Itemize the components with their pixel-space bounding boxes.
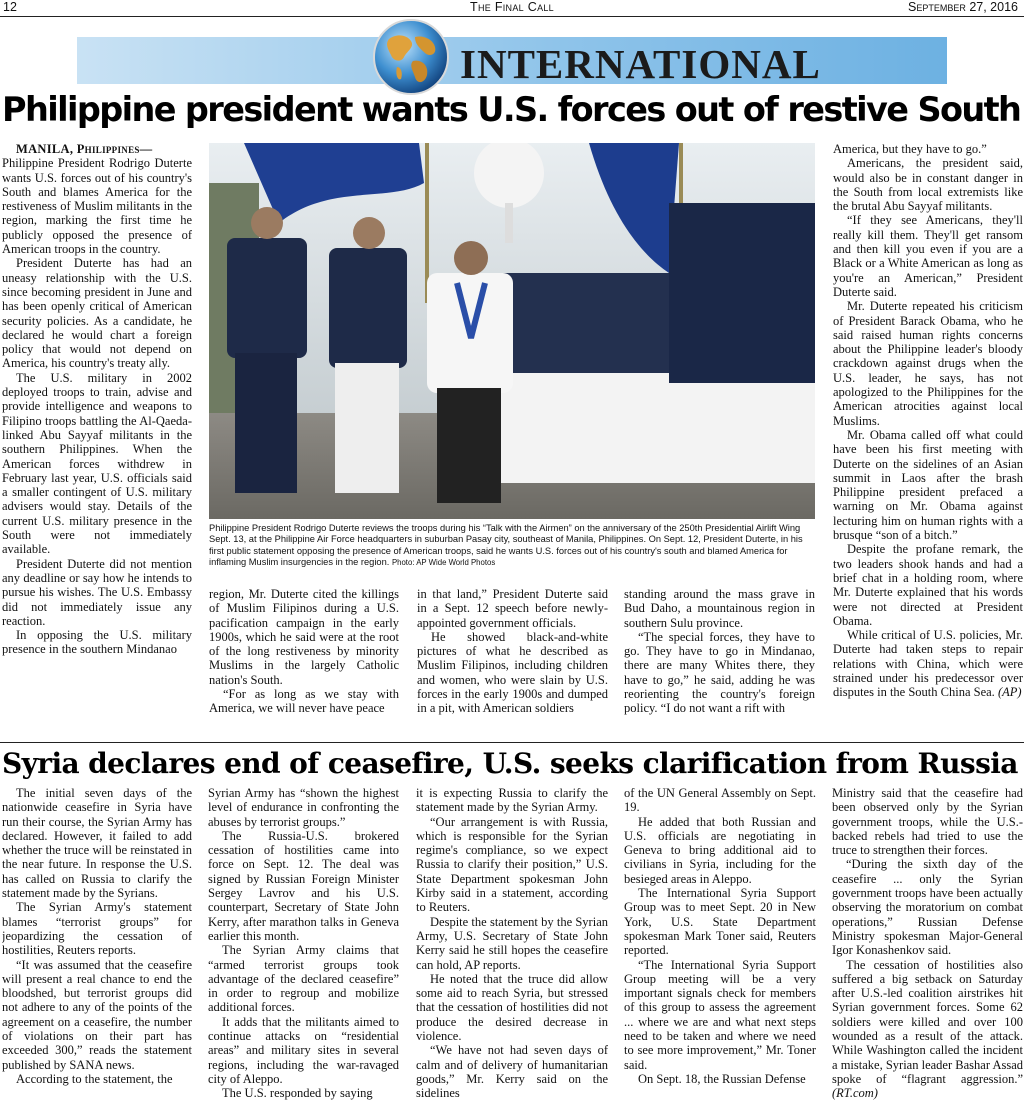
article1-column-5 (833, 142, 1023, 737)
photo-illustration (209, 143, 815, 519)
globe-icon (371, 17, 451, 97)
article1-paragraph: He showed black-and-white pictures of what he described as Muslim Filipinos, including children and women, who were slain by U.S. forces in the early 1900s and dumped in a pit, with American soldiers (417, 629, 608, 716)
article1-paragraph: In opposing the U.S. military presence in the southern Mindanao (2, 628, 192, 657)
article2-paragraph: It adds that the militants aimed to continue attacks on “residential areas” and military sites in several regions, including the war-ravaged city of Aleppo. (208, 1014, 399, 1086)
article2-paragraph: The initial seven days of the nationwide ceasefire in Syria have run their course, the Syrian Army has declared. However, it failed to add whether the truce will be reinstated in the near future. In response the U.S. has called on Russia to clarify the statement made by the Syrians. (2, 786, 192, 901)
article2-paragraph: According to the statement, the (16, 1071, 173, 1086)
article2-paragraph: The U.S. responded by saying (222, 1086, 373, 1101)
article2-headline: Syria declares end of ceasefire, U.S. seeks clarification from Russia (2, 747, 1018, 780)
article2-paragraph: Ministry said that the ceasefire had been observed only by the Syrian government troops, while the U.S.-backed rebels had tried to use the truce to strengthen their forces. (832, 786, 1023, 858)
article1-paragraph: “The special forces, they have to go. They have to go in Mindanao, there are many Whites there, they have to go,” he said, adding he was reorienting the country's foreign policy. “I do not want a rift with (624, 629, 815, 716)
article1-column-4 (624, 587, 815, 737)
article2-paragraph: of the UN General Assembly on Sept. 19. (624, 786, 816, 815)
article2-paragraph: “It was assumed that the ceasefire will present a real chance to end the bloodshed, but terrorist groups did not adhere to any of the points of the agreement on a ceasefire, the number of violations on their part has exceeded 300,” reads the statement published by SANA news. (2, 957, 192, 1072)
article-divider (0, 742, 1024, 743)
article1-paragraph: While critical of U.S. policies, Mr. Duterte had taken steps to repair relations with China, which were strained under his predecessor over disputes in the South China Sea. (AP) (833, 628, 1023, 700)
photo-credit: Photo: AP Wide World Photos (391, 558, 496, 568)
article1-column-3 (417, 587, 608, 737)
article2-paragraph: The Syrian Army claims that “armed terrorist groups took advantage of the declared ceasefire” in order to regroup and mobilize additional forces. (208, 943, 399, 1015)
article1-paragraph: “If they see Americans, they'll really kill them. They'll get ransom and then kill you even if you are a Black or a White American as long as you're an American,” President Duterte said. (833, 213, 1023, 299)
article1-column-2 (209, 587, 399, 737)
article1-paragraph: Mr. Duterte repeated his criticism of President Barack Obama, who he said raised human rights concerns about the Philippine leader's bloody crackdown against drugs when the U.S. leader, he says, has not apologized to the Philippines for the American atrocities against local Muslims. (833, 299, 1023, 428)
article1-paragraph: President Duterte has had an uneasy relationship with the U.S. since becoming president in June and has been openly critical of American security policies. As a candidate, he declared he would chart a foreign policy that would not depend on America, his country's treaty ally. (2, 256, 192, 371)
article1-paragraph: Philippine President Rodrigo Duterte wants U.S. forces out of his country's South and blames America for the restiveness of Muslim militants in the region, marking the first time he publicly opposed the presence of American troops in the country. (2, 156, 192, 257)
masthead (0, 0, 1024, 17)
article2-paragraph: “During the sixth day of the ceasefire ... only the Syrian government troops have been actually observing the moratorium on combat operations,” Russian Defense Ministry spokesman Major-General Igor Konashenkov said. (832, 857, 1023, 958)
article1-paragraph: in that land,” President Duterte said in a Sept. 12 speech before newly-appointed government officials. (417, 587, 608, 630)
article1-paragraph: America, but they have to go.” (833, 142, 987, 156)
photo-caption (209, 523, 815, 569)
news-photo (209, 143, 815, 519)
article1-paragraph: standing around the mass grave in Bud Daho, a mountainous region in southern Sulu province. (624, 587, 815, 630)
article2-paragraph: He noted that the truce did allow some aid to reach Syria, but stressed that the cessation of hostilities did not produce the desired decrease in violence. (416, 971, 608, 1044)
article2-column-3 (416, 786, 608, 1108)
article2-paragraph: “We have not had seven days of calm and of delivery of humanitarian goods,” Mr. Kerry said on the sidelines (416, 1043, 608, 1101)
caption-text: Philippine President Rodrigo Duterte reviews the troops during his “Talk with the Airmen” on the anniversary of the 250th Presidential Airlift Wing Sept. 13, at the Philippine Air Force headquarters in suburban Pasay city, southeast of Manila, Philippines. On Sept. 12, President Duterte, in his first public statement opposing the presence of American troops, said he wants U.S. forces out of his country's south and blamed America for inflaming Muslim insurgencies in the region. (209, 523, 803, 568)
article2-paragraph: it is expecting Russia to clarify the statement made by the Syrian Army. (416, 786, 608, 815)
article1-paragraph: Mr. Obama called off what could have been his first meeting with Duterte on the sidelines of an Asian summit in Laos after the brash Philippine president prefaced a warning on Mr. Obama against lecturing him on human rights with a brusque “son of a bitch.” (833, 427, 1023, 543)
article2-paragraph: “Our arrangement is with Russia, which is responsible for the Syrian regime's compliance, so we expect Russia to clarify their position,” U.S. State Department spokesman John Kirby said in a statement, according to Reuters. (416, 814, 608, 915)
article2-paragraph: The cessation of hostilities also suffered a big setback on Saturday after U.S.-led coalition airstrikes hit Syrian government forces. Some 62 soldiers were killed and over 100 wounded as a result of the attack. While Washington called the incident a mistake, Syrian leader Bashar Assad spoke of “flagrant aggression.” (RT.com) (832, 957, 1023, 1101)
article2-paragraph: The Russia-U.S. brokered cessation of hostilities came into force on Sept. 12. The deal was signed by Russian Foreign Minister Sergey Lavrov and his U.S. counterpart, Secretary of State John Kerry, after marathon talks in Geneva earlier this month. (208, 828, 399, 943)
article2-signature: (RT.com) (832, 1086, 878, 1101)
article1-paragraph: Despite the profane remark, the two leaders shook hands and had a brief chat in a holding room, where Mr. Duterte explained that his words were not directed at President Obama. (833, 542, 1023, 628)
page-number: 12 (3, 0, 17, 14)
publication-name: The Final Call (470, 0, 554, 14)
issue-date: September 27, 2016 (908, 0, 1018, 14)
article2-paragraph: Despite the statement by the Syrian Army, U.S. Secretary of State John Kerry said he still hopes the ceasefire can hold, AP reports. (416, 914, 608, 972)
article1-paragraph: President Duterte did not mention any deadline or say how he intends to pursue his wishes. The U.S. Embassy did not immediately issue any reaction. (2, 556, 192, 628)
article1-dateline: MANILA, Philippines— (16, 142, 153, 156)
article2-paragraph: The Syrian Army's statement blames “terrorist groups” for jeopardizing the cessation of hostilities, Reuters reports. (2, 900, 192, 958)
article1-paragraph: “For as long as we stay with America, we will never have peace (209, 687, 399, 716)
article2-paragraph: Syrian Army has “shown the highest level of endurance in confronting the abuses by terrorist groups.” (208, 786, 399, 829)
article1-paragraph: The U.S. military in 2002 deployed troops to train, advise and provide intelligence and weapons to Filipino troops battling the Al-Qaeda-linked Abu Sayyaf militants in the southern Philippines. When the American forces withdrew in February last year, U.S. officials said a smaller contingent of U.S. military advisers would stay. Details of the current U.S. military presence in the South were not immediately available. (2, 370, 192, 557)
article1-paragraph: region, Mr. Duterte cited the killings of Muslim Filipinos during a U.S. pacification campaign in the early 1900s, which he said were at the root of the long restiveness by minority Muslims in the largely Catholic nation's South. (209, 587, 399, 687)
article2-paragraph: The International Syria Support Group was to meet Sept. 20 in New York, U.S. State Department spokesman Mark Toner said, Reuters reported. (624, 886, 816, 958)
article1-headline: Philippine president wants U.S. forces out of restive South (2, 90, 1021, 129)
article1-column-1 (2, 142, 192, 727)
article2-column-1 (2, 786, 192, 1108)
article2-column-2 (208, 786, 399, 1108)
article2-paragraph: “The International Syria Support Group meeting will be a very important signals check for members of this group to assess the agreement ... where we are and what next steps need to be taken and where we need to see more improvement,” Mr. Toner said. (624, 957, 816, 1072)
article2-paragraph: On Sept. 18, the Russian Defense (638, 1071, 806, 1086)
section-title: INTERNATIONAL (460, 41, 821, 87)
article2-column-5 (832, 786, 1023, 1108)
article1-signature: (AP) (997, 685, 1022, 700)
article1-paragraph: Americans, the president said, would also be in constant danger in the South from local extremists like the brutal Abu Sayyaf militants. (833, 156, 1023, 214)
article2-paragraph: He added that both Russian and U.S. officials are negotiating in Geneva to bring additional aid to civilians in Syria, including for the besieged areas in Aleppo. (624, 814, 816, 886)
article2-column-4 (624, 786, 816, 1108)
